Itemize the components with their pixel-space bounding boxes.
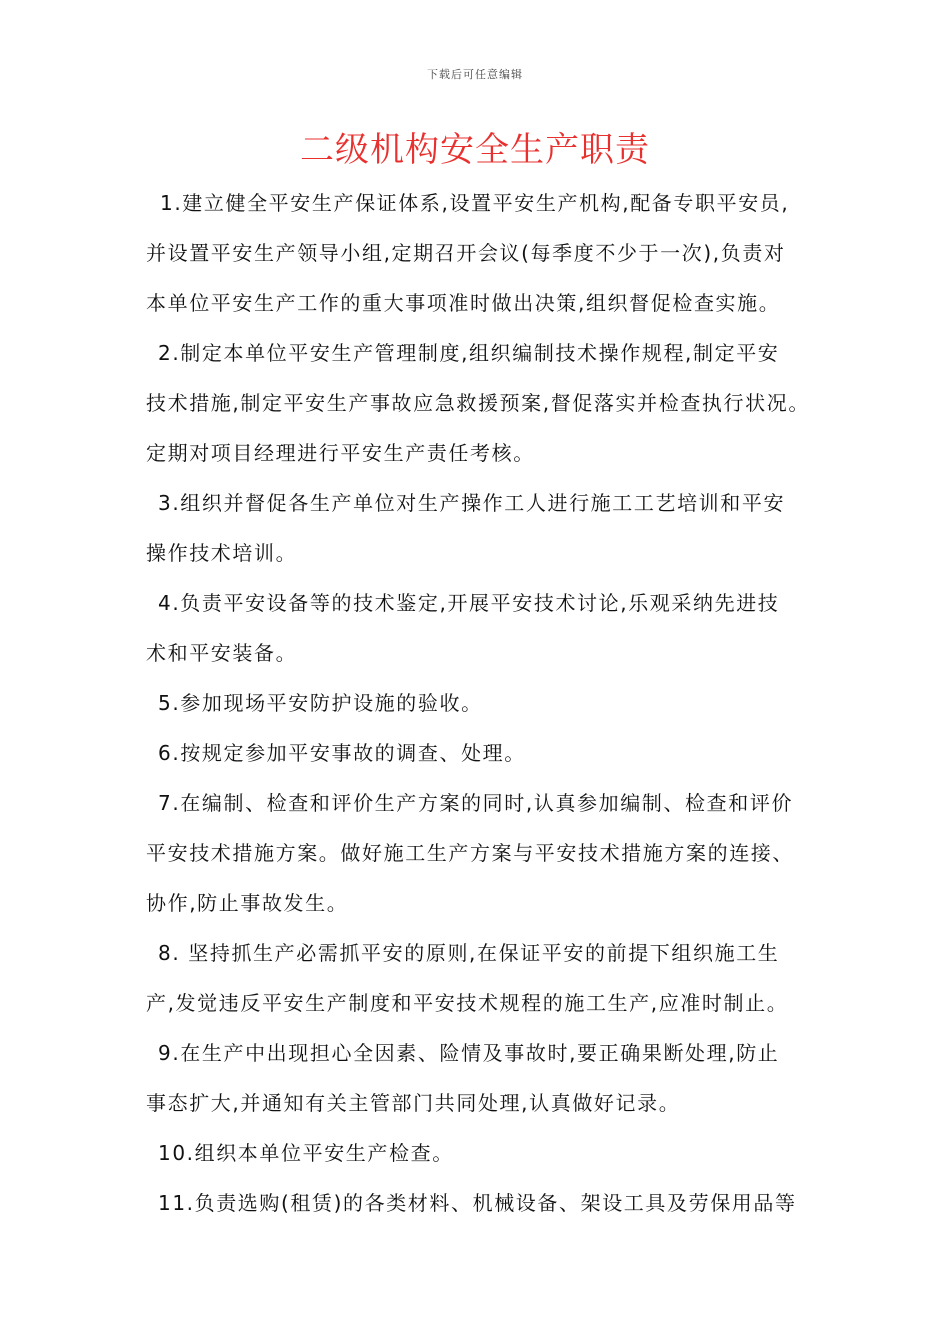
paragraph-line: 操作技术培训。 <box>146 541 298 565</box>
paragraph-line: 4.负责平安设备等的技术鉴定,开展平安技术讨论,乐观采纳先进技 <box>158 591 780 615</box>
paragraph-5 <box>146 678 812 728</box>
paragraph-line: 8. 坚持抓生产必需抓平安的原则,在保证平安的前提下组织施工生 <box>158 941 780 965</box>
paragraph-line: 1.建立健全平安生产保证体系,设置平安生产机构,配备专职平安员, <box>160 191 790 215</box>
paragraph-10 <box>146 1128 812 1178</box>
paragraph-line: 7.在编制、检查和评价生产方案的同时,认真参加编制、检查和评价 <box>158 791 794 815</box>
paragraph-line: 本单位平安生产工作的重大事项准时做出决策,组织督促检查实施。 <box>146 291 781 315</box>
document-body <box>146 178 812 1228</box>
paragraph-line: 定期对项目经理进行平安生产责任考核。 <box>146 441 535 465</box>
header-note: 下载后可任意编辑 <box>427 68 523 81</box>
paragraph-line: 产,发觉违反平安生产制度和平安技术规程的施工生产,应准时制止。 <box>146 991 789 1015</box>
paragraph-6 <box>146 728 812 778</box>
paragraph-9 <box>146 1028 812 1128</box>
paragraph-line: 技术措施,制定平安生产事故应急救援预案,督促落实并检查执行状况。 <box>146 391 810 415</box>
paragraph-4 <box>146 578 812 678</box>
paragraph-line: 3.组织并督促各生产单位对生产操作工人进行施工工艺培训和平安 <box>158 491 786 515</box>
paragraph-line: 2.制定本单位平安生产管理制度,组织编制技术操作规程,制定平安 <box>158 341 780 365</box>
paragraph-line: 事态扩大,并通知有关主管部门共同处理,认真做好记录。 <box>146 1091 681 1115</box>
paragraph-1 <box>146 178 812 328</box>
paragraph-8 <box>146 928 812 1028</box>
paragraph-11 <box>146 1178 812 1228</box>
paragraph-line: 6.按规定参加平安事故的调查、处理。 <box>158 741 526 765</box>
paragraph-7 <box>146 778 812 928</box>
paragraph-line: 5.参加现场平安防护设施的验收。 <box>158 691 483 715</box>
paragraph-line: 术和平安装备。 <box>146 641 298 665</box>
paragraph-line: 10.组织本单位平安生产检查。 <box>158 1141 454 1165</box>
paragraph-line: 并设置平安生产领导小组,定期召开会议(每季度不少于一次),负责对 <box>146 241 786 265</box>
paragraph-line: 11.负责选购(租赁)的各类材料、机械设备、架设工具及劳保用品等 <box>158 1191 797 1215</box>
document-title: 二级机构安全生产职责 <box>300 130 650 170</box>
paragraph-line: 协作,防止事故发生。 <box>146 891 349 915</box>
paragraph-2 <box>146 328 812 478</box>
paragraph-3 <box>146 478 812 578</box>
paragraph-line: 平安技术措施方案。做好施工生产方案与平安技术措施方案的连接、 <box>146 841 794 865</box>
paragraph-line: 9.在生产中出现担心全因素、险情及事故时,要正确果断处理,防止 <box>158 1041 780 1065</box>
